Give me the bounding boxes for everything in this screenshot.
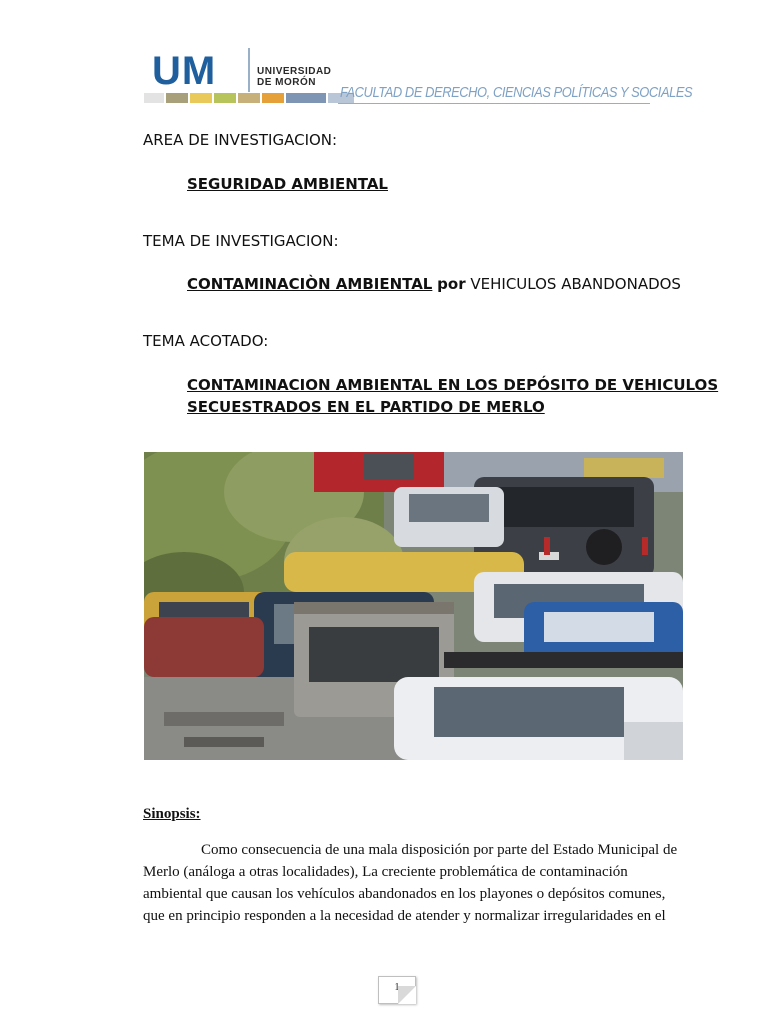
logo-color-bar [144,93,356,103]
logo-bar-segment [190,93,212,103]
tema-value-por: por [437,275,466,293]
logo-name-line1: UNIVERSIDAD [257,66,332,77]
page-fold-icon [398,986,416,1004]
logo-bar-segment [286,93,326,103]
logo-divider [248,48,250,92]
page-number: 1 [394,982,400,993]
logo-university-name [257,66,331,88]
abandoned-vehicles-photo [144,452,683,760]
page-number-box [378,976,416,1004]
synopsis-title: Sinopsis: [143,806,201,822]
tema-value [187,275,681,293]
logo-name-line2: DE MORÓN [257,77,316,88]
university-logo [144,44,693,112]
faculty-name: FACULTAD DE DERECHO, CIENCIAS POLÍTICAS Y SOCIALES [340,84,693,101]
logo-bar-segment [214,93,236,103]
logo-bar-segment [238,93,260,103]
area-label: AREA DE INVESTIGACION: [143,131,338,149]
faculty-underline [338,103,650,104]
synopsis-paragraph [143,839,685,927]
acotado-line1: CONTAMINACION AMBIENTAL EN LOS DEPÓSITO DE VEHICULOS [187,376,719,394]
synopsis-line: ambiental que causan los vehículos abandonados en los playones o depósitos comunes, [143,886,666,902]
synopsis-line: que en principio responden a la necesidad de atender y normalizar irregularidades en el [143,908,666,924]
logo-bar-segment [262,93,284,103]
tema-value-rest: VEHICULOS ABANDONADOS [470,275,681,293]
logo-initials: UM [152,49,217,93]
area-value: SEGURIDAD AMBIENTAL [187,175,388,193]
tema-value-bold: CONTAMINACIÒN AMBIENTAL [187,275,433,293]
acotado-label: TEMA ACOTADO: [143,332,269,350]
acotado-line2: SECUESTRADOS EN EL PARTIDO DE MERLO [187,398,545,416]
logo-bar-segment [144,93,164,103]
tema-label: TEMA DE INVESTIGACION: [143,232,339,250]
synopsis-line: Merlo (análoga a otras localidades), La creciente problemática de contaminación [143,864,628,880]
logo-bar-segment [166,93,188,103]
synopsis-line: Como consecuencia de una mala disposición por parte del Estado Municipal de [201,842,678,858]
